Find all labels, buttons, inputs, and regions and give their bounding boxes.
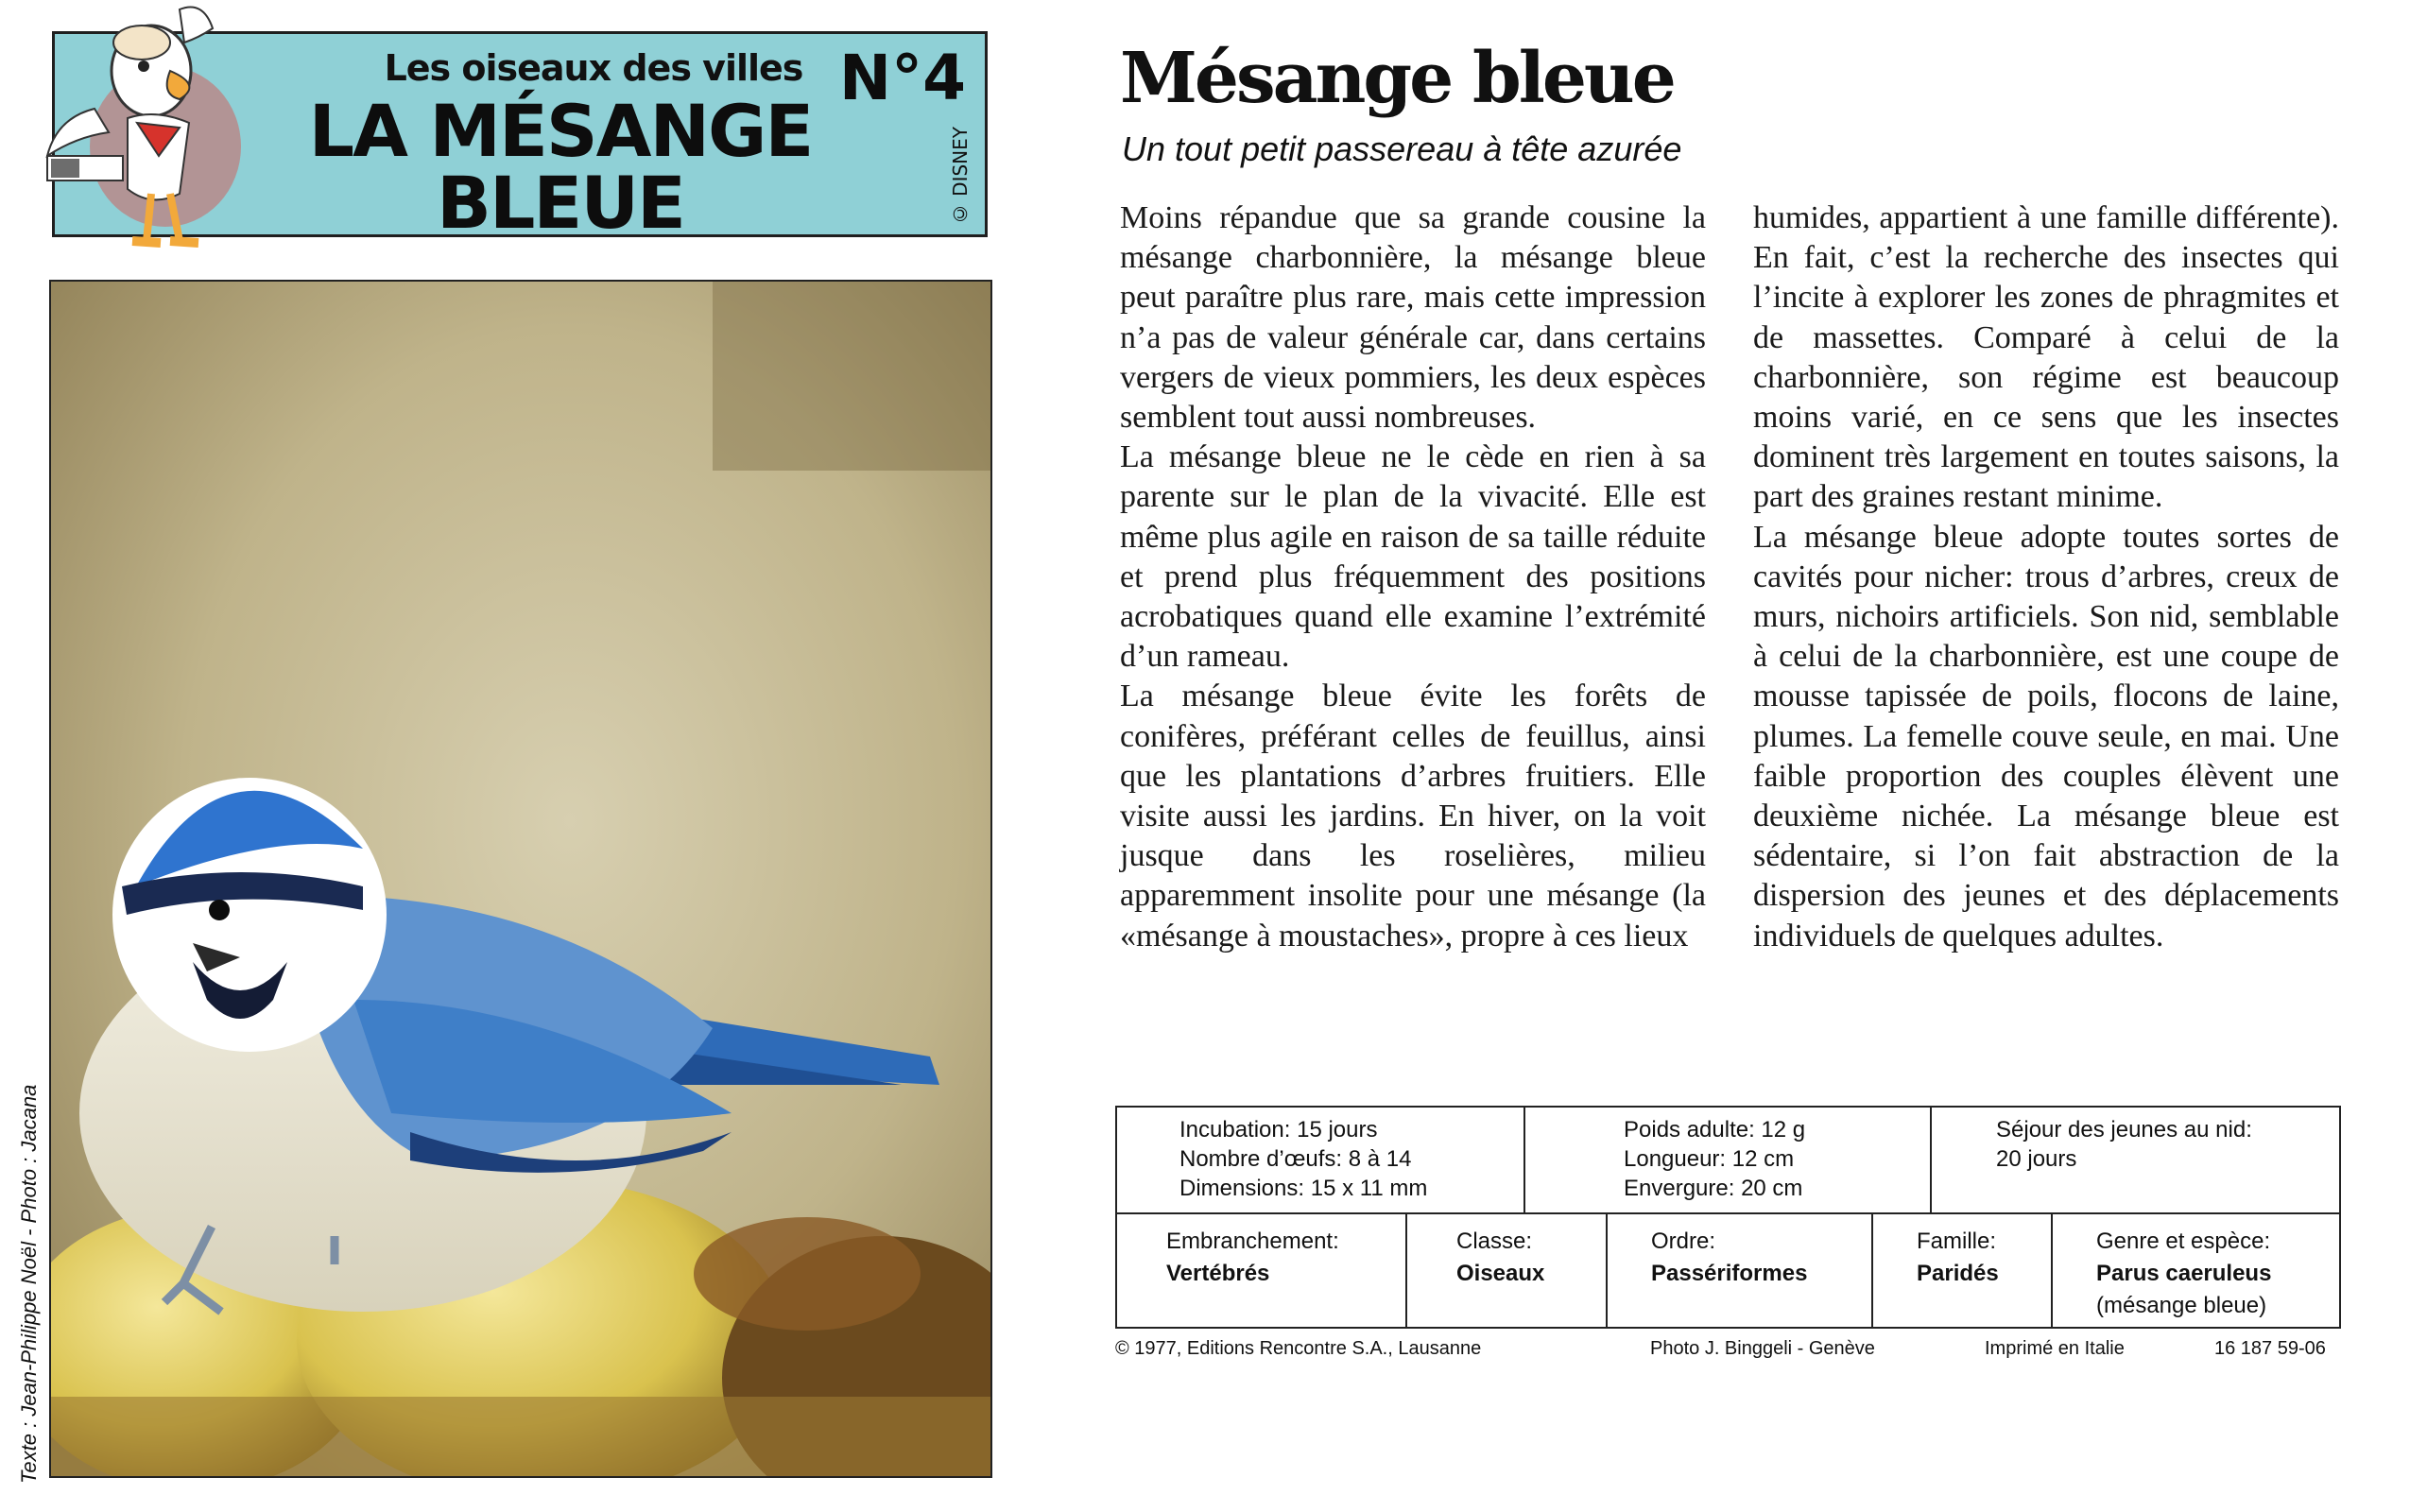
wingspan-text: Envergure: 20 cm xyxy=(1624,1176,1803,1201)
footer-code: 16 187 59-06 xyxy=(2214,1338,2326,1359)
taxonomy-order xyxy=(1606,1214,1871,1329)
egg-count-text: Nombre d’œufs: 8 à 14 xyxy=(1179,1146,1412,1172)
taxonomy-class xyxy=(1405,1214,1606,1329)
card-number: N°4 xyxy=(838,42,966,114)
species-value: Parus caeruleus xyxy=(2096,1261,2272,1286)
taxonomy-species xyxy=(2051,1214,2341,1329)
footer-printed: Imprimé en Italie xyxy=(1985,1338,2125,1359)
article-column-1: Moins répandue que sa grande cousine la mésange charbonnière, la mésange bleue peut paraître plus rare, mais cette impression n’a pas de valeur générale car, dans certains vergers de vieux pommiers, les deux espèces semblent tout aussi nombreuses. La mésange bleue ne le cède en rien à sa parente sur le plan de la vivacité. Elle est même plus agile en raison de sa taille réduite et prend plus fréquemment des positions acrobatiques quand elle examine l’extrémité d’un rameau. La mésange bleue évite les forêts de conifères, préférant celles de feuillus, ainsi que les plantations d’arbres fruitiers. Elle visite aussi les jardins. En hiver, on la voit jusque dans les roselières, milieu apparemment insolite pour une mésange (la «mésange à moustaches», propre à ces lieux xyxy=(1120,200,1706,954)
card-title-line1: LA MÉSANGE xyxy=(308,89,813,173)
taxonomy-family xyxy=(1871,1214,2051,1329)
species-label: Genre et espèce: xyxy=(2096,1228,2271,1254)
blue-tit-photo-illustration xyxy=(51,282,992,1478)
class-value: Oiseaux xyxy=(1456,1261,1545,1286)
fact-cell-size xyxy=(1523,1108,1930,1212)
nest-stay-value: 20 jours xyxy=(1996,1146,2077,1172)
class-label: Classe: xyxy=(1456,1228,1533,1254)
length-text: Longueur: 12 cm xyxy=(1624,1146,1795,1172)
nest-stay-label: Séjour des jeunes au nid: xyxy=(1996,1117,2252,1143)
fact-cell-nest xyxy=(1930,1108,2341,1212)
order-value: Passériformes xyxy=(1651,1261,1808,1286)
phylum-value: Vertébrés xyxy=(1166,1261,1270,1286)
fact-row-measurements xyxy=(1117,1108,2339,1214)
family-value: Paridés xyxy=(1917,1261,1999,1286)
duck-mascot-illustration xyxy=(38,5,265,255)
series-title: Les oiseaux des villes xyxy=(384,47,803,89)
family-label: Famille: xyxy=(1917,1228,1997,1254)
egg-dimensions-text: Dimensions: 15 x 11 mm xyxy=(1179,1176,1428,1201)
footer-photo-credit: Photo J. Binggeli - Genève xyxy=(1650,1338,1875,1359)
bird-photo xyxy=(49,280,992,1478)
fact-table xyxy=(1115,1106,2341,1329)
article-heading: Mésange bleue xyxy=(1120,38,1674,119)
disney-copyright: © DISNEY xyxy=(949,126,972,225)
fact-cell-eggs xyxy=(1117,1108,1523,1212)
species-common-name: (mésange bleue) xyxy=(2096,1293,2267,1318)
phylum-label: Embranchement: xyxy=(1166,1228,1339,1254)
incubation-text: Incubation: 15 jours xyxy=(1179,1117,1378,1143)
fact-row-taxonomy xyxy=(1117,1214,2339,1329)
weight-text: Poids adulte: 12 g xyxy=(1624,1117,1806,1143)
taxonomy-phylum xyxy=(1117,1214,1405,1329)
card-title-line2: BLEUE xyxy=(437,161,684,245)
photo-credit: Texte : Jean-Philippe Noël - Photo : Jacana xyxy=(17,1084,41,1484)
footer-publisher: © 1977, Editions Rencontre S.A., Lausanne xyxy=(1115,1338,1482,1359)
order-label: Ordre: xyxy=(1651,1228,1716,1254)
article-column-2: humides, appartient à une famille différente). En fait, c’est la recherche des insectes qui l’incite à explorer les zones de phragmites et de massettes. Comparé à celui de la charbonnière, son régime est beaucoup moins varié, en ce sens que les insectes dominent très largement en toutes saisons, la part des graines restant minime. La mésange bleue adopte toutes sortes de cavités pour nicher: trous d’arbres, creux de murs, nichoirs artificiels. Son nid, semblable à celui de la charbonnière, est une coupe de mousse tapissée de poils, flocons de laine, plumes. La femelle couve seule, en mai. Une faible proportion des couples élèvent une deuxième nichée. La mésange bleue est sédentaire, si l’on fait abstraction de la dispersion des jeunes et des déplacements individuels de quelques adultes. xyxy=(1753,200,2339,954)
article-subtitle: Un tout petit passereau à tête azurée xyxy=(1122,129,1682,168)
